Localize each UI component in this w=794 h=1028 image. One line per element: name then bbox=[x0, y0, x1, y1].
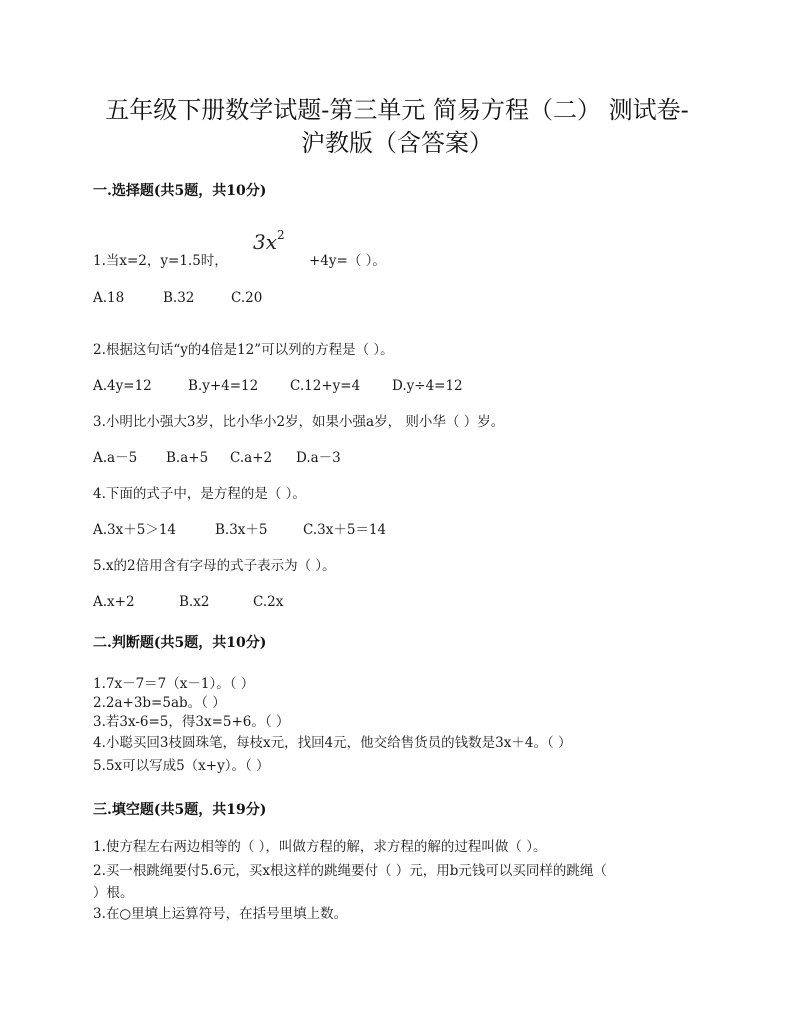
option-d: D.y÷4=12 bbox=[392, 378, 463, 394]
section-heading-fill-blank: 三.填空题(共5题，共19分) bbox=[93, 802, 267, 818]
question-4-options bbox=[93, 521, 386, 540]
option-c: C.2x bbox=[253, 594, 284, 610]
page-title-line1: 五年级下册数学试题-第三单元 简易方程（二） 测试卷- bbox=[105, 96, 689, 124]
option-d: D.a－3 bbox=[296, 450, 341, 466]
option-b: B.3x＋5 bbox=[215, 522, 268, 538]
question-2: 2.根据这句话“y的4倍是12”可以列的方程是（ ）。 bbox=[93, 342, 394, 358]
question-5-options bbox=[93, 593, 283, 612]
fill-item-2-continued: ）根。 bbox=[93, 885, 134, 901]
question-3-options bbox=[93, 449, 341, 468]
judgement-item-3: 3.若3x-6=5，得3x=5+6。（ ） bbox=[93, 714, 290, 730]
option-b: B.x2 bbox=[179, 594, 210, 610]
question-1-suffix: +4y=（ ）。 bbox=[309, 253, 386, 269]
section-heading-judgement: 二.判断题(共5题，共10分) bbox=[93, 635, 267, 651]
option-b: B.a+5 bbox=[166, 450, 209, 466]
question-4: 4.下面的式子中，是方程的是（ ）。 bbox=[93, 486, 306, 502]
option-a: A.18 bbox=[93, 290, 125, 306]
fill-item-1: 1.使方程左右两边相等的（ ），叫做方程的解，求方程的解的过程叫做（ ）。 bbox=[93, 839, 547, 855]
page-title-line2: 沪教版（含答案） bbox=[301, 129, 493, 157]
option-a: A.x+2 bbox=[93, 594, 135, 610]
question-1-options bbox=[93, 289, 262, 308]
fill-item-3: 3.在○里填上运算符号，在括号里填上数。 bbox=[93, 906, 348, 922]
option-a: A.a－5 bbox=[93, 450, 138, 466]
option-b: B.32 bbox=[163, 290, 195, 306]
judgement-item-2: 2.2a+3b=5ab。（ ） bbox=[93, 695, 226, 711]
section-heading-choice: 一.选择题(共5题，共10分) bbox=[93, 183, 267, 199]
judgement-item-4: 4.小聪买回3枝圆珠笔，每枝x元，找回4元，他交给售货员的钱数是3x＋4。（ ） bbox=[93, 735, 572, 751]
formula-exponent: 2 bbox=[277, 228, 285, 242]
option-c: C.20 bbox=[231, 290, 263, 306]
option-a: A.3x＋5＞14 bbox=[93, 522, 177, 538]
judgement-item-5: 5.5x可以写成5（x+y）。（ ） bbox=[93, 758, 270, 774]
option-c: C.3x＋5＝14 bbox=[303, 522, 387, 538]
formula-base: 3x bbox=[253, 230, 278, 254]
question-5: 5.x的2倍用含有字母的式子表示为（ ）。 bbox=[93, 558, 336, 574]
option-c: C.12+y=4 bbox=[290, 378, 361, 394]
question-1-prefix: 1.当x=2，y=1.5时， bbox=[93, 253, 228, 269]
question-2-options bbox=[93, 377, 463, 396]
question-3: 3.小明比小强大3岁，比小华小2岁，如果小强a岁， 则小华（ ）岁。 bbox=[93, 414, 505, 430]
fill-item-2: 2.买一根跳绳要付5.6元，买x根这样的跳绳要付（ ）元，用b元钱可以买同样的跳绳（ bbox=[93, 863, 607, 879]
judgement-item-1: 1.7x－7＝7（x－1）。（ ） bbox=[93, 676, 255, 692]
option-a: A.4y=12 bbox=[93, 378, 152, 394]
formula-3x-squared bbox=[253, 228, 285, 254]
option-b: B.y+4=12 bbox=[188, 378, 259, 394]
option-c: C.a+2 bbox=[230, 450, 273, 466]
